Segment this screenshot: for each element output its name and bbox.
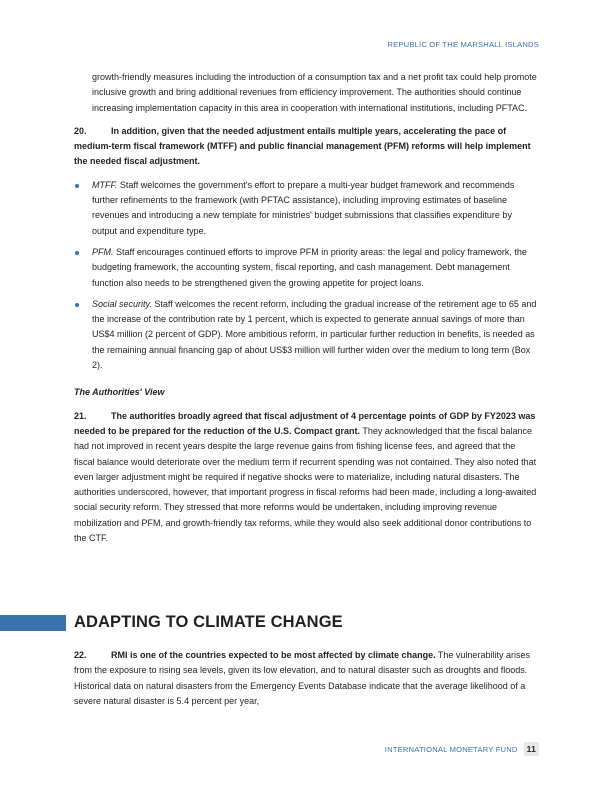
paragraph-number: 20. <box>74 125 87 136</box>
section-accent-bar <box>0 615 66 631</box>
list-item <box>74 245 538 291</box>
bullet-icon <box>75 303 79 307</box>
paragraph-number: 21. <box>74 410 87 421</box>
main-body <box>74 70 538 546</box>
section-body <box>74 648 538 709</box>
bullet-lead: Social security. <box>92 298 152 309</box>
bullet-lead: MTFF. <box>92 179 118 190</box>
paragraph-20 <box>74 124 538 170</box>
intro-paragraph: growth-friendly measures including the introduction of a consumption tax and a net profit tax could help promote inclusive growth and bring additional revenues from efficiency improvement. The authorities should continue increasing implementation capacity in this area in cooperation with international institutions, including PFTAC. <box>92 72 537 113</box>
bullet-text: Staff welcomes the government's effort to prepare a multi-year budget framework and recommends further refinements to the framework (with PFTAC assistance), including improving estimates of baseline revenues and introducing a new template for ministries' budget submissions that classifies expenditure by output and expenditure type. <box>92 179 515 236</box>
paragraph-lead: In addition, given that the needed adjustment entails multiple years, accelerating the pace of medium-term fiscal framework (MTFF) and public financial management (PFM) reforms will help implement the needed fiscal adjustment. <box>74 125 531 167</box>
bullet-text: Staff welcomes the recent reform, including the gradual increase of the retirement age to 65 and the increase of the contribution rate by 1 percent, which is expected to generate annual savings of more than US$4 million (2 percent of GDP). More ambitious reform, in particular further reduction in benefits, is needed as the remaining annual financing gap of about US$3 million will further widen over the medium to long term (Box 2). <box>92 298 537 371</box>
paragraph-22 <box>74 648 538 709</box>
paragraph-21 <box>74 409 538 547</box>
list-item <box>74 178 538 239</box>
running-header: REPUBLIC OF THE MARSHALL ISLANDS <box>387 40 539 49</box>
bullet-lead: PFM. <box>92 246 114 257</box>
bullet-list <box>74 178 538 374</box>
bullet-text: Staff encourages continued efforts to improve PFM in priority areas: the legal and policy framework, the budgeting framework, the accounting system, fiscal reporting, and cash management. Debt management function also needs to be strengthened given the growing appetite for project loans. <box>92 246 527 288</box>
page-footer <box>385 742 539 756</box>
paragraph-lead: RMI is one of the countries expected to be most affected by climate change. <box>111 650 436 660</box>
paragraph-text: They acknowledged that the fiscal balance had not improved in recent years despite the large revenue gains from fishing license fees, and agreed that the fiscal balance would deteriorate over the medium term if recurrent spending was not contained. They also noted that even larger adjustment might be required if negative shocks were to materialize, including natural disasters. The authorities underscored, however, that important progress in fiscal reforms had been made, including a long-awaited social security reform. They stressed that more reforms would be undertaken, including improving revenue mobilization and PFM, and growth-friendly tax reforms, while they would also seek additional donor contributions to the CTF. <box>74 425 537 544</box>
list-item <box>74 297 538 373</box>
paragraph-number: 22. <box>74 650 87 660</box>
paragraph-text: The vulnerability arises from the exposure to rising sea levels, given its low elevation, and to natural disaster such as droughts and floods. Historical data on natural disasters from the Emergency Events Database indicate that the average likelihood of a severe natural disaster is 5.4 percent per year, <box>74 650 530 706</box>
section-heading: ADAPTING TO CLIMATE CHANGE <box>74 613 343 631</box>
subsection-heading: The Authorities' View <box>74 387 165 398</box>
bullet-icon <box>75 251 79 255</box>
bullet-icon <box>75 184 79 188</box>
footer-org: INTERNATIONAL MONETARY FUND <box>384 744 518 754</box>
paragraph-lead: The authorities broadly agreed that fiscal adjustment of 4 percentage points of GDP by FY2023 was needed to be prepared for the reduction of the U.S. Compact grant. <box>74 410 536 436</box>
page-number: 11 <box>524 742 539 756</box>
